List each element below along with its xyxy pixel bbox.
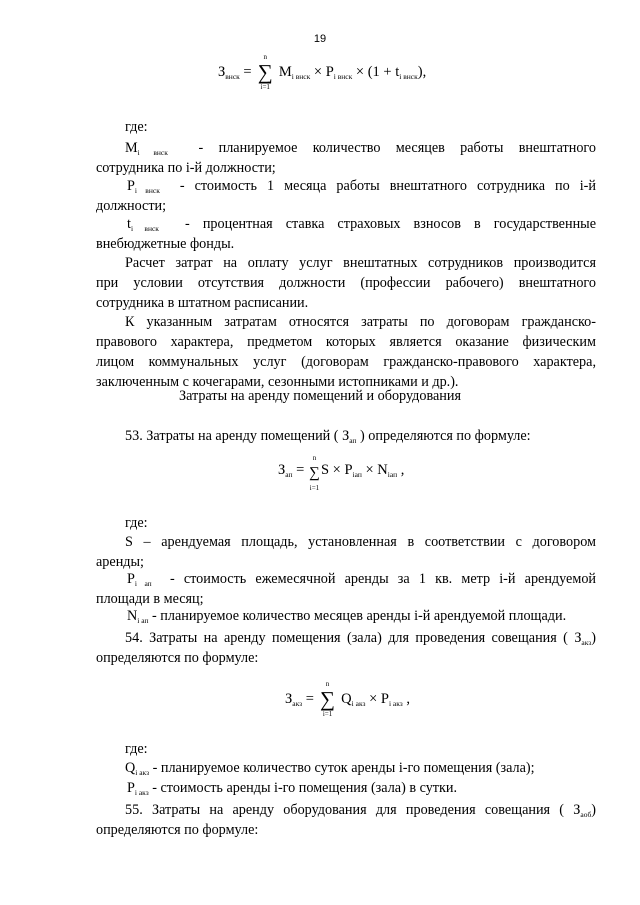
sum-symbol: ∑ n i=1 (320, 680, 336, 718)
paragraph-2-line-1: К указанным затратам относятся затраты по договорам гражданско- (125, 314, 596, 330)
definition-t-vnsk: $t_{i внск}$ - процентная ставка страховых взносов в государственные (127, 216, 596, 233)
definition-p-vnsk: $P_{i внск}$ - стоимость 1 месяца работы внештатного сотрудника по i-й (127, 178, 596, 195)
item-54: 54. Затраты на аренду помещения (зала) для проведения совещания ( $З_{акз}$) (125, 630, 596, 647)
definition-s: S – арендуемая площадь, установленная в соответствии с договором (125, 534, 596, 550)
formula-vnsk: $З_{внск}$ = ∑ n i=1 $M_{i внск} \times P_{i внск} \times (1 + t_{i внск})$, (218, 53, 427, 91)
where-label: где: (125, 741, 148, 757)
paragraph-2-line-2: правового характера, предметом которых является оказание физическим (96, 334, 596, 350)
where-label: где: (125, 515, 148, 531)
page-number: 19 (313, 33, 327, 45)
item-53: 53. Затраты на аренду помещений ( $З_{ап}$ ) определяются по формуле: (125, 428, 531, 445)
sum-symbol: ∑ n i=1 (309, 454, 320, 492)
section-heading: Затраты на аренду помещений и оборудования (178, 388, 461, 404)
formula-akz: $З_{акз}$ = ∑ n i=1 $Q_{i акз} \times P_{i акз}$ , (285, 680, 411, 718)
paragraph-2-line-3: лицом коммунальных услуг (договорам гражданско-правового характера, (96, 354, 596, 370)
sum-symbol: ∑ n i=1 (257, 53, 273, 91)
document-page: 19 $З_{внск}$ = ∑ n i=1 $M_{i внск} \times P_{i внск} \times (1 + t_{i внск})$, где: $M_{i внск}$ - планируемое количество месяцев работы внештатного сотрудника по i-й должности; $P_{i внск}$ - стоимость 1 месяца работы внештатного сотрудника по i-й должности; $t_{i внск}$ - процентная ставка страховых взносов в государственные внебюджетные фонды. Расчет затрат на оплату услуг внештатных сотрудников производится при условии отсутствия должности (профессии рабочего) внештатного сотрудника в штатном расписании. К указанным затратам относятся затраты по договорам гражданско- правового характера, предметом которых является оказание физическим лицом коммунальных услуг (договорам гражданско-правового характера, заключенным с кочегарами, сезонными истопниками и др.). Затраты на аренду помещений и оборудования 53. Затраты на аренду помещений ( $З_{ап}$ ) определяются по формуле: $З_{ап}$ = ∑ n i=1 $S \times P_{iап} \times N_{iап}$ , где: S – арендуемая площадь, установленная в соответствии с договором аренды; $P_{i ап}$ - стоимость ежемесячной аренды за 1 кв. метр i-й арендуемой площади в месяц; $N_{i ап}$ - планируемое количество месяцев аренды i-й арендуемой площади. 54. Затраты на аренду помещения (зала) для проведения совещания ( $З_{акз}$) определяются по формуле: $З_{акз}$ = ∑ n i=1 $Q_{i акз} \times P_{i акз}$ , где: $Q_{i акз}$ - планируемое количество суток аренды i-го помещения (зала); $P_{i акз}$ - стоимость аренды i-го помещения (зала) в сутки. 55. Затраты на аренду оборудования для проведения совещания ( $З_{аоб}$) определяются по формуле: (0, 0, 640, 905)
item-55: 55. Затраты на аренду оборудования для проведения совещания ( $З_{аоб}$) (125, 802, 597, 819)
paragraph-2-line-4: заключенным с кочегарами, сезонными истопниками и др.). (96, 374, 459, 390)
where-label: где: (125, 119, 148, 135)
definition-n-ap: $N_{i ап}$ - планируемое количество месяцев аренды i-й арендуемой площади. (127, 608, 567, 625)
definition-q-akz: $Q_{i акз}$ - планируемое количество суток аренды i-го помещения (зала); (125, 760, 535, 777)
definition-m-vnsk: $M_{i внск}$ - планируемое количество месяцев работы внештатного (125, 140, 596, 157)
paragraph-1-line-1: Расчет затрат на оплату услуг внештатных сотрудников производится (125, 255, 596, 271)
definition-p-ap: $P_{i ап}$ - стоимость ежемесячной аренды за 1 кв. метр i-й арендуемой (127, 571, 597, 588)
paragraph-1-line-2: при условии отсутствия должности (профессии рабочего) внештатного (96, 275, 596, 291)
paragraph-1-line-3: сотрудника в штатном расписании. (96, 295, 309, 311)
formula-ap: $З_{ап}$ = ∑ n i=1 $S \times P_{iап} \times N_{iап}$ , (278, 454, 405, 492)
definition-p-akz: $P_{i акз}$ - стоимость аренды i-го помещения (зала) в сутки. (127, 780, 458, 797)
